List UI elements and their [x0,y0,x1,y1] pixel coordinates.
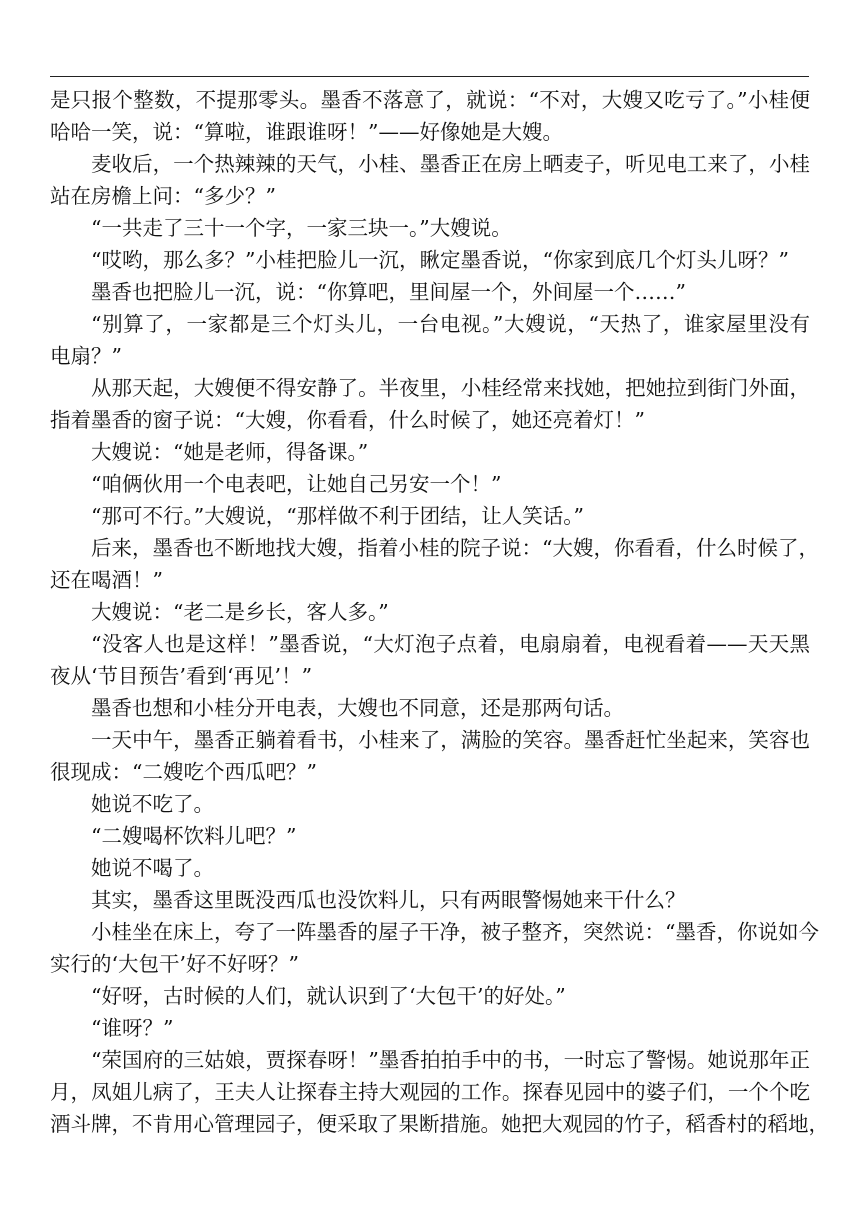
text-line: 还在喝酒！” [50,568,163,592]
text-line: “别算了，一家都是三个灯头儿，一台电视。”大嫂说，“天热了，谁家屋里没有 [91,312,810,336]
text-line: 后来，墨香也不断地找大嫂，指着小桂的院子说：“大嫂，你看看，什么时候了， [91,536,819,560]
text-line: 电扇？” [50,344,122,368]
text-line: 她说不吃了。 [91,792,214,816]
text-line: “咱俩伙用一个电表吧，让她自己另安一个！” [91,472,502,496]
text-line: 是只报个整数，不提那零头。墨香不落意了，就说：“不对，大嫂又吃亏了。”小桂便 [50,88,810,112]
header-rule [50,76,809,77]
text-line: “谁呀？” [91,1016,174,1040]
text-line: “那可不行。”大嫂说，“那样做不利于团结，让人笑话。” [91,504,584,528]
text-line: 麦收后，一个热辣辣的天气，小桂、墨香正在房上晒麦子，听见电工来了，小桂 [91,152,810,176]
document-body [50,84,829,1140]
text-line: 墨香也把脸儿一沉，说：“你算吧，里间屋一个，外间屋一个……” [91,280,686,304]
text-line: 一天中午，墨香正躺着看书，小桂来了，满脸的笑容。墨香赶忙坐起来，笑容也 [91,728,810,752]
text-line: 大嫂说：“她是老师，得备课。” [91,440,369,464]
text-line: 哈哈一笑，说：“算啦，谁跟谁呀！”——好像她是大嫂。 [50,120,563,144]
text-line: “荣国府的三姑娘，贾探春呀！”墨香拍拍手中的书，一时忘了警惕。她说那年正 [91,1048,810,1072]
text-line: 很现成：“二嫂吃个西瓜吧？” [50,760,317,784]
text-line: 月，凤姐儿病了，王夫人让探春主持大观园的工作。探春见园中的婆子们，一个个吃 [50,1080,810,1104]
text-line: 墨香也想和小桂分开电表，大嫂也不同意，还是那两句话。 [91,696,624,720]
text-line: “一共走了三十一个字，一家三块一。”大嫂说。 [91,216,512,240]
text-line: 实行的‘大包干’好不好呀？” [50,952,300,976]
text-line: “哎哟，那么多？”小桂把脸儿一沉，瞅定墨香说，“你家到底几个灯头儿呀？” [91,248,789,272]
text-line: “没客人也是这样！”墨香说，“大灯泡子点着，电扇扇着，电视看着——天天黑 [91,632,810,656]
text-line: 指着墨香的窗子说：“大嫂，你看看，什么时候了，她还亮着灯！” [50,408,645,432]
text-line: 酒斗牌，不肯用心管理园子，便采取了果断措施。她把大观园的竹子，稻香村的稻地， [50,1112,829,1136]
text-line: “好呀，古时候的人们，就认识到了‘大包干’的好处。” [91,984,566,1008]
text-line: 夜从‘节目预告’看到‘再见’！” [50,664,313,688]
text-line: 她说不喝了。 [91,856,214,880]
text-line: 其实，墨香这里既没西瓜也没饮料儿，只有两眼警惕她来干什么？ [91,888,686,912]
text-line: 大嫂说：“老二是乡长，客人多。” [91,600,389,624]
text-line: 站在房檐上问：“多少？” [50,184,276,208]
text-line: “二嫂喝杯饮料儿吧？” [91,824,297,848]
text-line: 小桂坐在床上，夸了一阵墨香的屋子干净，被子整齐，突然说：“墨香，你说如今 [91,920,819,944]
text-line: 从那天起，大嫂便不得安静了。半夜里，小桂经常来找她，把她拉到街门外面， [91,376,810,400]
